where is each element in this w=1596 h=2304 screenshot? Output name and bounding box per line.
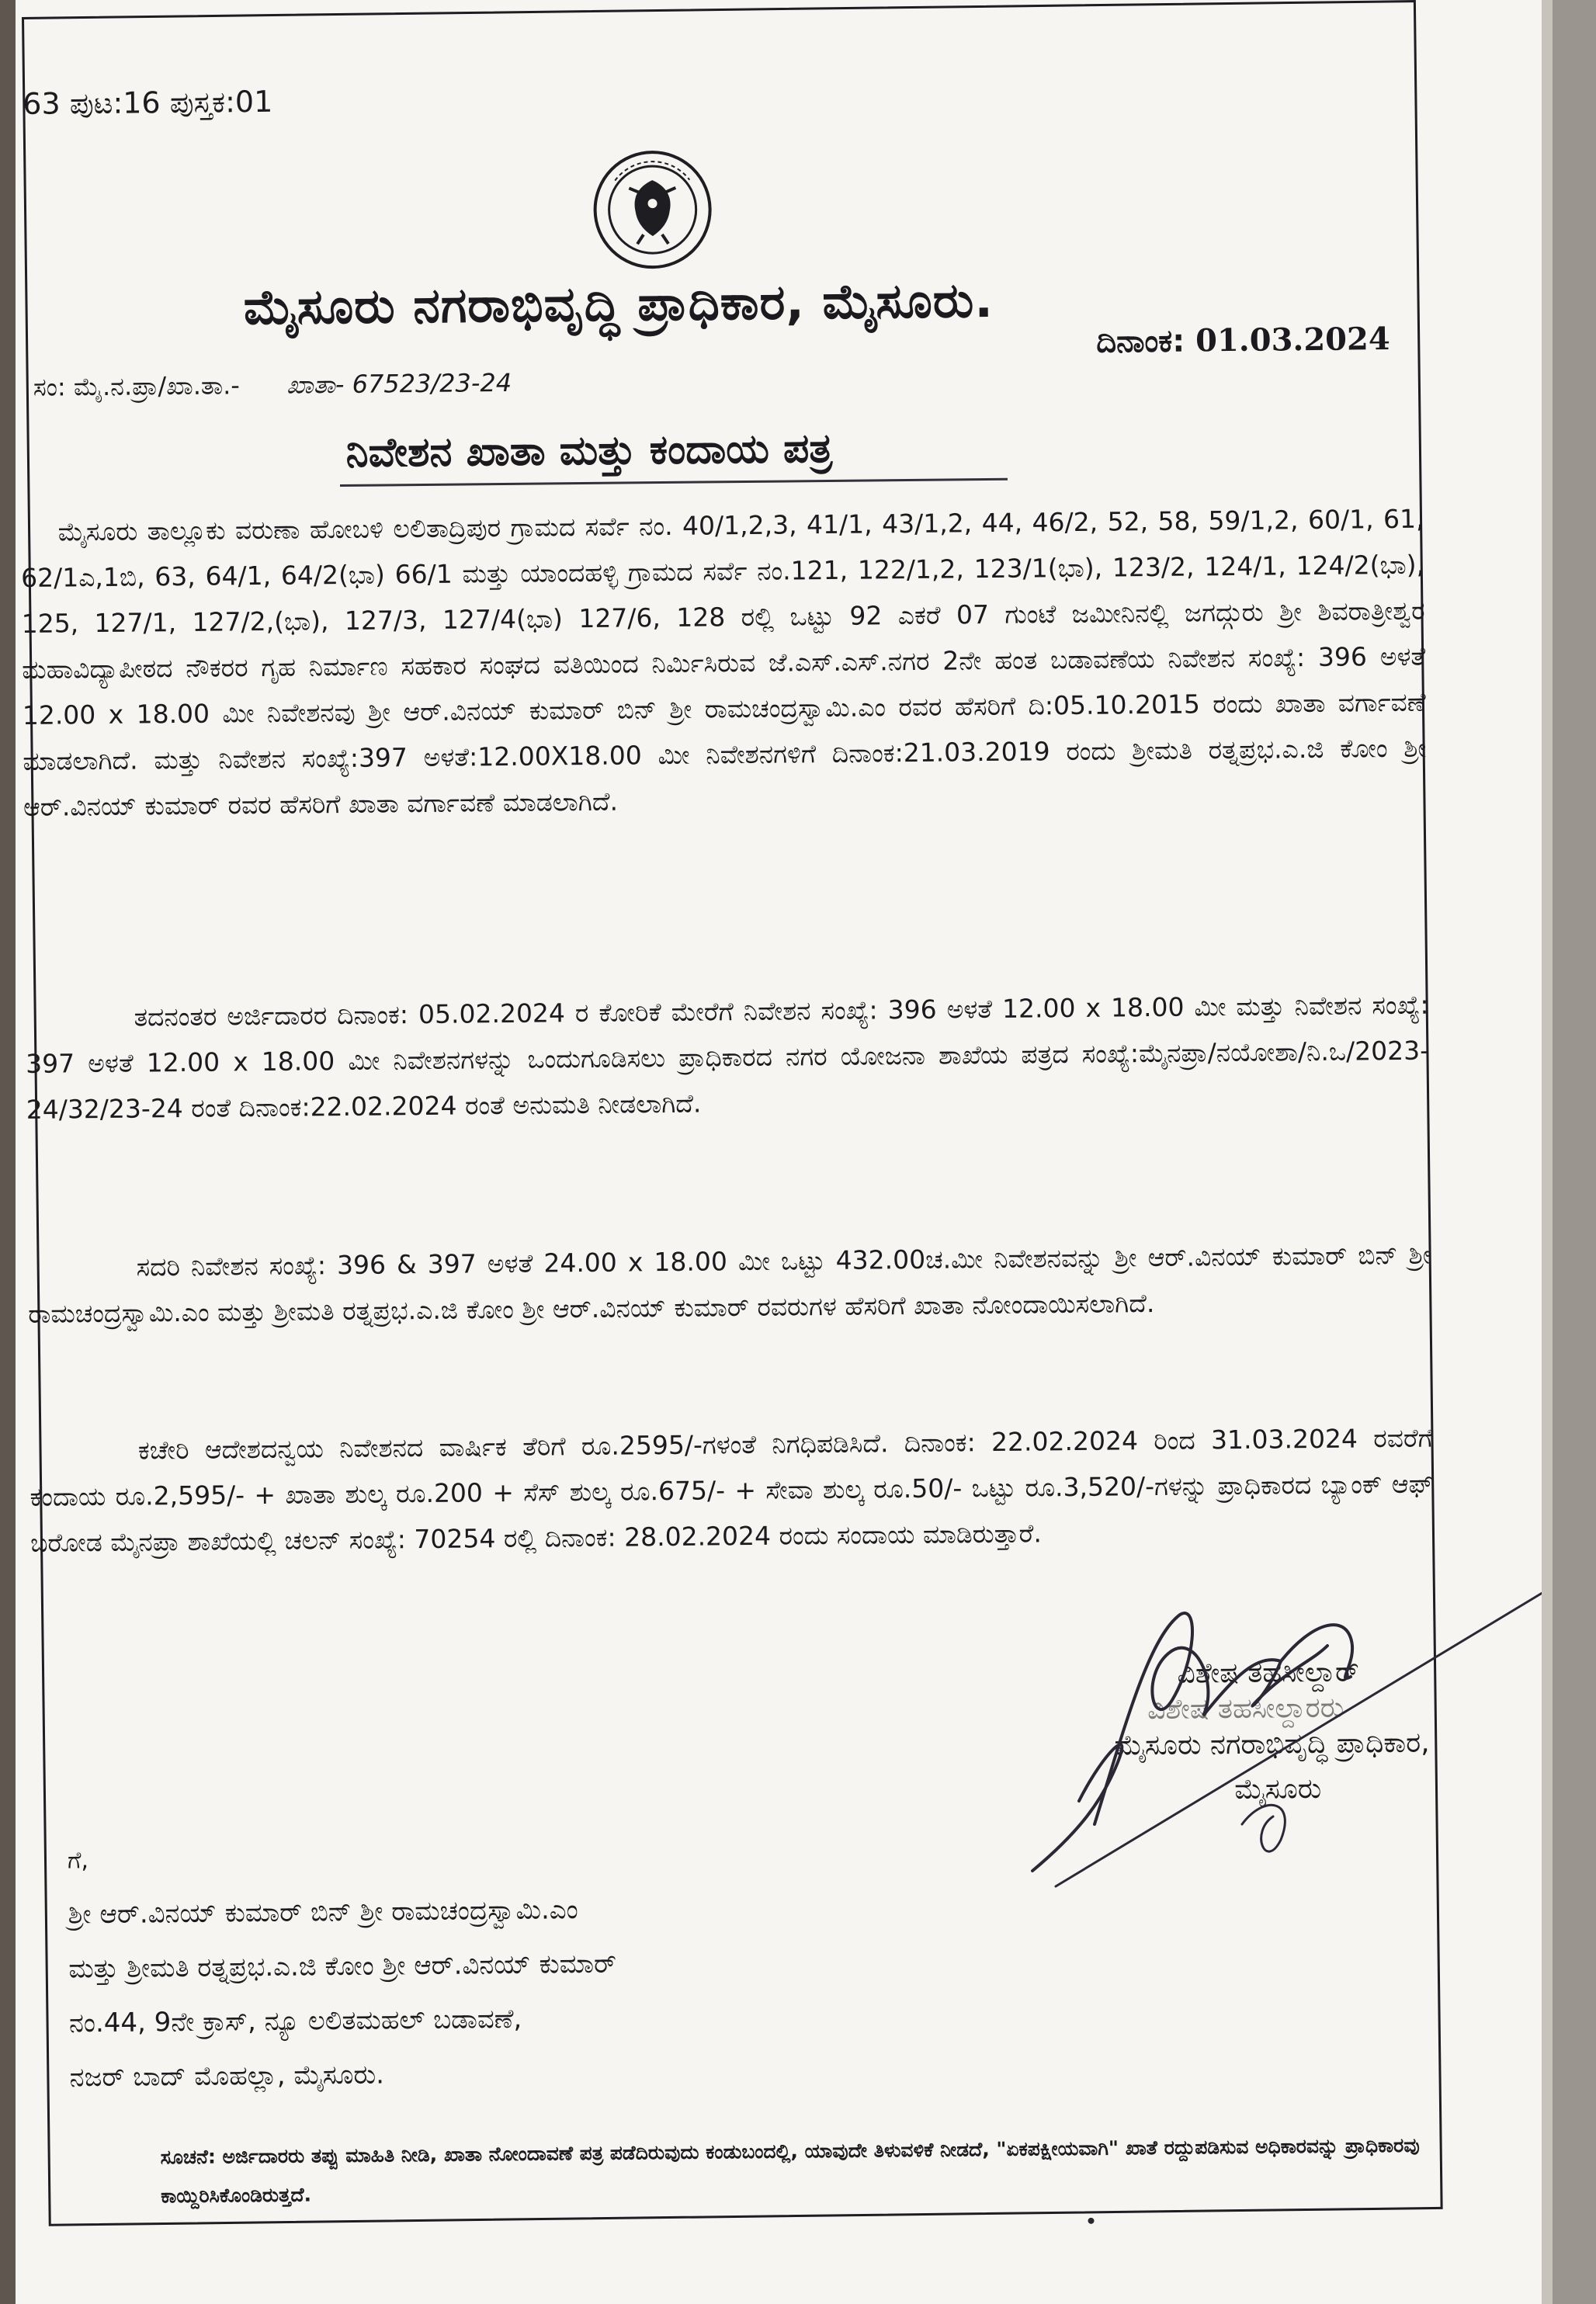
file-prefix: ಸಂ: ಮೈ.ನ.ಪ್ರಾ/ಖಾ.ತಾ.-	[33, 370, 241, 402]
recipient-line-3: ನಂ.44, 9ನೇ ಕ್ರಾಸ್, ನ್ಯೂ ಲಲಿತಮಹಲ್ ಬಡಾವಣೆ,	[68, 2003, 522, 2039]
document-page	[16, 0, 1542, 2304]
footer-note: ಸೂಚನೆ: ಅರ್ಜಿದಾರರು ತಪ್ಪು ಮಾಹಿತಿ ನೀಡಿ, ಖಾತಾ ನೋಂದಾವಣೆ ಪತ್ರ ಪಡೆದಿರುವುದು ಕಂಡುಬಂದಲ್ಲಿ, ಯಾವುದೇ ತಿಳುವಳಿಕೆ ನೀಡದೆ, "ಏಕಪಕ್ಷೀಯವಾಗಿ" ಖಾತೆ ರದ್ದುಪಡಿಸುವ ಅಧಿಕಾರವನ್ನು ಪ್ರಾಧಿಕಾರವು ಕಾಯ್ದಿರಿಸಿಕೊಂಡಿರುತ್ತದೆ.	[160, 2133, 1420, 2208]
title-underline	[340, 478, 1008, 487]
recipient-line-1: ಶ್ರೀ ಆರ್.ವಿನಯ್ ಕುಮಾರ್ ಬಿನ್ ಶ್ರೀ ರಾಮಚಂದ್ರಸ್ವಾಮಿ.ಎಂ	[68, 1894, 578, 1931]
book-binding-shadow	[0, 0, 16, 2304]
issue-date	[1096, 321, 1390, 360]
handwritten-signature-icon	[986, 1568, 1545, 1894]
date-label: ದಿನಾಂಕ:	[1096, 323, 1185, 360]
signatory-title: ವಿಶೇಷ ತಹಸೀಲ್ದಾರ್	[1177, 1656, 1359, 1690]
book-page-edge	[1542, 0, 1553, 2304]
paragraph-tax-payment: ಕಚೇರಿ ಆದೇಶದನ್ವಯ ನಿವೇಶನದ ವಾರ್ಷಿಕ ತೆರಿಗೆ ರೂ.2595/-ಗಳಂತೆ ನಿಗಧಿಪಡಿಸಿದೆ. ದಿನಾಂಕ: 22.02.2024 ರಿಂದ 31.03.2024 ರವರೆಗೆ ಕಂದಾಯ ರೂ.2,595/- + ಖಾತಾ ಶುಲ್ಕ ರೂ.200 + ಸೆಸ್ ಶುಲ್ಕ ರೂ.675/- + ಸೇವಾ ಶುಲ್ಕ ರೂ.50/- ಒಟ್ಟು ರೂ.3,520/-ಗಳನ್ನು ಪ್ರಾಧಿಕಾರದ ಬ್ಯಾಂಕ್ ಆಫ್ ಬರೋಡ ಮೈನಪ್ರಾ ಶಾಖೆಯಲ್ಲಿ ಚಲನ್ ಸಂಖ್ಯೆ: 70254 ರಲ್ಲಿ ದಿನಾಂಕ: 28.02.2024 ರಂದು ಸಂದಾಯ ಮಾಡಿರುತ್ತಾರೆ.	[29, 1422, 1434, 1558]
file-number: ಖಾತಾ- 67523/23-24	[286, 367, 512, 400]
document-title: ನಿವೇಶನ ಖಾತಾ ಮತ್ತು ಕಂದಾಯ ಪತ್ರ	[345, 425, 833, 477]
date-value: 01.03.2024	[1195, 321, 1390, 359]
document-content	[16, 0, 1563, 2304]
authority-seal-icon	[592, 148, 713, 270]
recipient-to: ಗೆ,	[67, 1847, 89, 1875]
paragraph-khata-registration: ಸದರಿ ನಿವೇಶನ ಸಂಖ್ಯೆ: 396 & 397 ಅಳತೆ 24.00 x 18.00 ಮೀ ಒಟ್ಟು 432.00ಚ.ಮೀ ನಿವೇಶನವನ್ನು ಶ್ರೀ ಆರ್.ವಿನಯ್ ಕುಮಾರ್ ಬಿನ್ ಶ್ರೀ ರಾಮಚಂದ್ರಸ್ವಾಮಿ.ಎಂ ಮತ್ತು ಶ್ರೀಮತಿ ರತ್ನಪ್ರಭ.ಎ.ಜಿ ಕೋಂ ಶ್ರೀ ಆರ್.ವಿನಯ್ ಕುಮಾರ್ ರವರುಗಳ ಹೆಸರಿಗೆ ಖಾತಾ ನೋಂದಾಯಿಸಲಾಗಿದೆ.	[28, 1239, 1431, 1329]
book-spine	[1553, 0, 1596, 2304]
signatory-stamp-title: ವಿಶೇಷ ತಹಸೀಲ್ದಾರರು	[1147, 1692, 1344, 1726]
signatory-office: ಮೈಸೂರು ನಗರಾಭಿವೃದ್ಧಿ ಪ್ರಾಧಿಕಾರ,	[1114, 1726, 1430, 1762]
recipient-line-4: ನಜರ್ ಬಾದ್ ಮೊಹಲ್ಲಾ, ಮೈಸೂರು.	[69, 2059, 385, 2094]
ink-dot	[1088, 2218, 1094, 2224]
page-book-reference: 63 ಪುಟ:16 ಪುಸ್ತಕ:01	[23, 84, 273, 121]
signatory-city: ಮೈಸೂರು	[1234, 1772, 1322, 1806]
file-reference	[33, 368, 512, 403]
recipient-line-2: ಮತ್ತು ಶ್ರೀಮತಿ ರತ್ನಪ್ರಭ.ಎ.ಜಿ ಕೋಂ ಶ್ರೀ ಆರ್.ವಿನಯ್ ಕುಮಾರ್	[68, 1948, 617, 1985]
paragraph-amalgamation-permission: ತದನಂತರ ಅರ್ಜಿದಾರರ ದಿನಾಂಕ: 05.02.2024 ರ ಕೋರಿಕೆ ಮೇರೆಗೆ ನಿವೇಶನ ಸಂಖ್ಯೆ: 396 ಅಳತೆ 12.00 x 18.00 ಮೀ ಮತ್ತು ನಿವೇಶನ ಸಂಖ್ಯೆ: 397 ಅಳತೆ 12.00 x 18.00 ಮೀ ನಿವೇಶನಗಳನ್ನು ಒಂದುಗೂಡಿಸಲು ಪ್ರಾಧಿಕಾರದ ನಗರ ಯೋಜನಾ ಶಾಖೆಯ ಪತ್ರದ ಸಂಖ್ಯೆ:ಮೈನಪ್ರಾ/ನಯೋಶಾ/ನಿ.ಒ/2023-24/32/23-24 ರಂತೆ ದಿನಾಂಕ:22.02.2024 ರಂತೆ ಅನುಮತಿ ನೀಡಲಾಗಿದೆ.	[25, 989, 1430, 1125]
authority-name: ಮೈಸೂರು ನಗರಾಭಿವೃದ್ಧಿ ಪ್ರಾಧಿಕಾರ, ಮೈಸೂರು.	[243, 271, 994, 336]
recipient-address	[68, 1879, 1001, 2105]
paragraph-allotment-history: ಮೈಸೂರು ತಾಲ್ಲೂಕು ವರುಣಾ ಹೋಬಳಿ ಲಲಿತಾದ್ರಿಪುರ ಗ್ರಾಮದ ಸರ್ವೆ ನಂ. 40/1,2,3, 41/1, 43/1,2, 44, 46/2, 52, 58, 59/1,2, 60/1, 61, 62/1ಎ,1ಬಿ, 63, 64/1, 64/2(ಭಾ) 66/1 ಮತ್ತು ಯಾಂದಹಳ್ಳಿ ಗ್ರಾಮದ ಸರ್ವೆ ನಂ.121, 122/1,2, 123/1(ಭಾ), 123/2, 124/1, 124/2(ಭಾ), 125, 127/1, 127/2,(ಭಾ), 127/3, 127/4(ಭಾ) 127/6, 128 ರಲ್ಲಿ ಒಟ್ಟು 92 ಎಕರೆ 07 ಗುಂಟೆ ಜಮೀನಿನಲ್ಲಿ ಜಗದ್ಗುರು ಶ್ರೀ ಶಿವರಾತ್ರೀಶ್ವರ ಮಹಾವಿದ್ಯಾಪೀಠದ ನೌಕರರ ಗೃಹ ನಿರ್ಮಾಣ ಸಹಕಾರ ಸಂಘದ ವತಿಯಿಂದ ನಿರ್ಮಿಸಿರುವ ಜೆ.ಎಸ್.ಎಸ್.ನಗರ 2ನೇ ಹಂತ ಬಡಾವಣೆಯ ನಿವೇಶನ ಸಂಖ್ಯೆ: 396 ಅಳತೆ 12.00 x 18.00 ಮೀ ನಿವೇಶನವು ಶ್ರೀ ಆರ್.ವಿನಯ್ ಕುಮಾರ್ ಬಿನ್ ಶ್ರೀ ರಾಮಚಂದ್ರಸ್ವಾಮಿ.ಎಂ ರವರ ಹೆಸರಿಗೆ ದಿ:05.10.2015 ರಂದು ಖಾತಾ ವರ್ಗಾವಣೆ ಮಾಡಲಾಗಿದೆ. ಮತ್ತು ನಿವೇಶನ ಸಂಖ್ಯೆ:397 ಅಳತೆ:12.00X18.00 ಮೀ ನಿವೇಶನಗಳಿಗೆ ದಿನಾಂಕ:21.03.2019 ರಂದು ಶ್ರೀಮತಿ ರತ್ನಪ್ರಭ.ಎ.ಜಿ ಕೋಂ ಶ್ರೀ ಆರ್.ವಿನಯ್ ಕುಮಾರ್ ರವರ ಹೆಸರಿಗೆ ಖಾತಾ ವರ್ಗಾವಣೆ ಮಾಡಲಾಗಿದೆ.	[20, 503, 1427, 822]
